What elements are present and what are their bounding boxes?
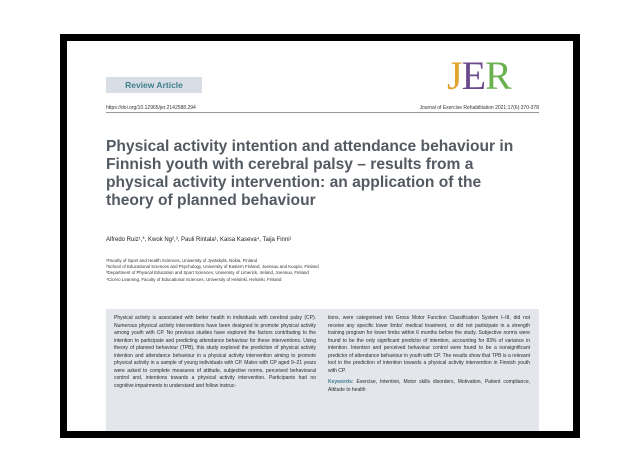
logo-letter-j: J [447,53,462,98]
paper-page [67,41,573,431]
paper-title: Physical activity intention and attendance behaviour in Finnish youth with cerebral palsy – results from a physical activity intervention: an application of the theory of planned behaviour [106,138,514,209]
abstract-column-right [328,315,530,394]
keywords-list: Exercise, Intention, Motor skills disorders, Motivation, Patient compliance, Attitude to health [328,379,530,393]
affiliation-4: ⁴Cicero Learning, Faculty of Educational Sciences, University of Helsinki, Helsinki, Finland [106,276,282,282]
journal-logo [447,55,511,97]
doi-link[interactable]: https://doi.org/10.12965/jer.2142588.294 [106,105,196,111]
journal-reference: Journal of Exercise Rehabilitation 2021;17(6):370-378 [419,105,539,111]
logo-letter-r: R [485,53,511,98]
abstract-box [106,309,539,431]
abstract-text-right: tions, were categorised into Gross Motor Function Classification System I–III, did not receive any specific lower limbs' medical treatment, or did not participate in a strength training program for lower limbs within 6 months before the study. Subjective norms were found to be the only significant predictor of intention, accounting for 83% of variance in intention. Intention and perceived behaviour control were found to be a nonsignificant predictor of attendance behaviour in youth with CP. The results show that TPB is a relevant tool in the prediction of intention towards a physical activity intervention in Finnish youth with CP. [328,315,530,374]
header-divider [106,112,539,113]
abstract-column-left: Physical activity is associated with better health in individuals with cerebral palsy (CP). Numerous physical activity interventions have been designed to promote physical activity among youth with CP. No previous studies have explored the factors contributing to the intention to participate and predicting attendance behaviour for these interventions. Using theory of planned behaviour (TPB), this study explored the prediction of physical activity intention and attendance behaviour in a physical activity intervention aiming to promote physical activity in a sample of young individuals with CP. Males with CP aged 9–21 years were asked to complete measures of attitude, subjective norms, perceived behavioural control and, intentions towards a physical activity intervention. Participants had no cognitive impairments to understand and follow instruc- [114,315,316,389]
affiliations [106,258,526,283]
affiliation-3: ³Department of Physical Education and Sport Sciences, University of Limerick, Ireland, Joensuu, Finland [106,270,309,276]
page-frame [60,34,580,438]
affiliation-1: ¹Faculty of Sport and Health Sciences, University of Jyväskylä, Nokia, Finland [106,258,258,263]
keywords-label: Keywords: [328,379,354,385]
affiliation-2: ²School of Educational Sciences and Psychology, University of Eastern Finland, Joensuu and Kuopio, Finland [106,264,319,270]
keywords [328,379,530,394]
logo-letter-e: E [461,53,486,98]
author-list: Alfredo Ruiz¹,*, Kwok Ng²,³, Pauli Rintala¹, Kaisa Kaseva⁴, Taija Finni¹ [106,237,292,243]
article-type-badge: Review Article [106,77,202,93]
